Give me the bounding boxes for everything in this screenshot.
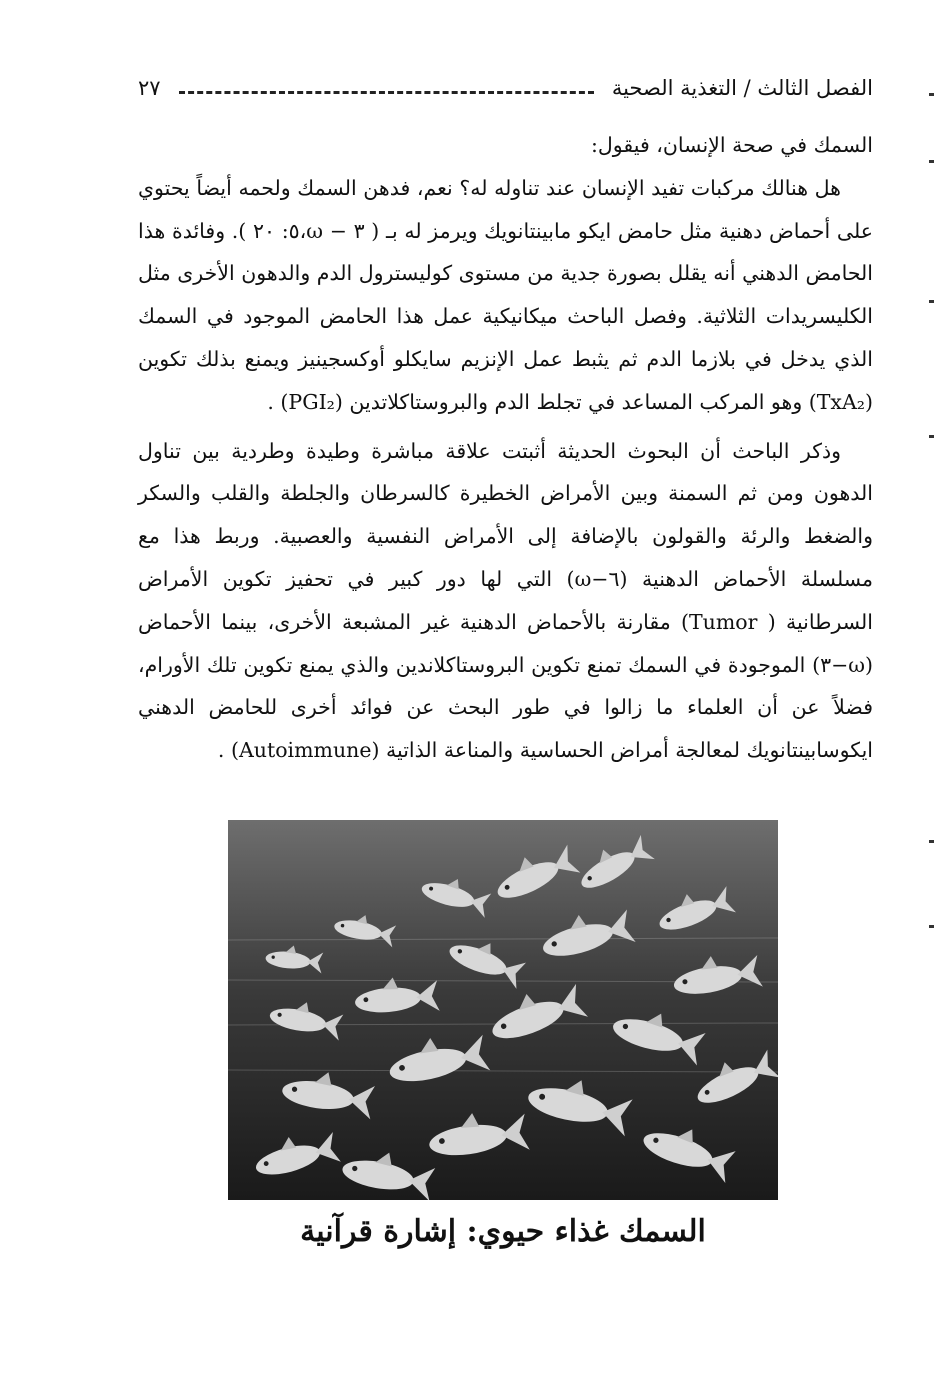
- page-header: [138, 70, 873, 106]
- fish-school-illustration: [228, 820, 778, 1200]
- margin-mark: [929, 840, 934, 843]
- fish-school-photo: [228, 820, 778, 1200]
- figure-caption: السمك غذاء حيوي: إشارة قرآنية: [300, 1214, 706, 1249]
- margin-mark: [929, 925, 934, 928]
- chapter-title: الفصل الثالث / التغذية الصحية: [611, 76, 873, 100]
- margin-mark: [929, 93, 934, 96]
- paragraph-intro: السمك في صحة الإنسان، فيقول:: [591, 133, 873, 157]
- page-number: ٢٧: [138, 76, 161, 100]
- header-leader-dots: [179, 91, 594, 94]
- paragraph-research: وذكر الباحث أن البحوث الحديثة أثبتت علاقة مباشرة وطيدة وطردية بين تناول الدهون ومن ثم السمنة وبين الأمراض الخطيرة كالسرطان والجلطة والقلب والسكر والضغط والرئة والقولون بالإضافة إلى الأمراض النفسية والعصبية. وربط هذا مع مسلسلة الأحماض الدهنية (٦−ω) التي لها دور كبير في تحفيز تكوين الأمراض السرطانية ( Tumor) مقارنة بالأحماض الدهنية غير المشبعة الأخرى، بينما الأحماض (ω−٣) الموجودة في السمك تمنع تكوين البروستاكلاندين والذي يمنع تكوين تلك الأورام، فضلاً عن أن العلماء ما زالوا في طور البحث عن فوائد أخرى للحامض الدهني ايكوسابينتانويك لمعالجة أمراض الحساسية والمناعة الذاتية (Autoimmune) .: [138, 438, 874, 763]
- margin-mark: [929, 300, 934, 303]
- margin-mark: [929, 160, 934, 163]
- margin-mark: [929, 435, 934, 438]
- paragraph-fatty-acids: هل هنالك مركبات تفيد الإنسان عند تناوله له؟ نعم، فدهن السمك ولحمه أيضاً يحتوي على أحماض دهنية مثل حامض ايكو مابينتانويك ويرمز له بـ ( ٣ − ω،٥: ٢٠ ). وفائدة هذا الحامض الدهني أنه يقلل بصورة جدية من مستوى كوليسترول الدم والدهون الأخرى مثل الكليسريدات الثلاثية. وفصل الباحث ميكانيكية عمل هذا الحامض الموجود في السمك الذي يدخل في بلازما الدم ثم يثبط عمل الإنزيم سايكلو أوكسجينيز ويمنع بذلك تكوين (TxA₂) وهو المركب المساعد في تجلط الدم والبروستاكلاتدين (PGI₂) .: [138, 175, 873, 414]
- body-text: [138, 124, 873, 772]
